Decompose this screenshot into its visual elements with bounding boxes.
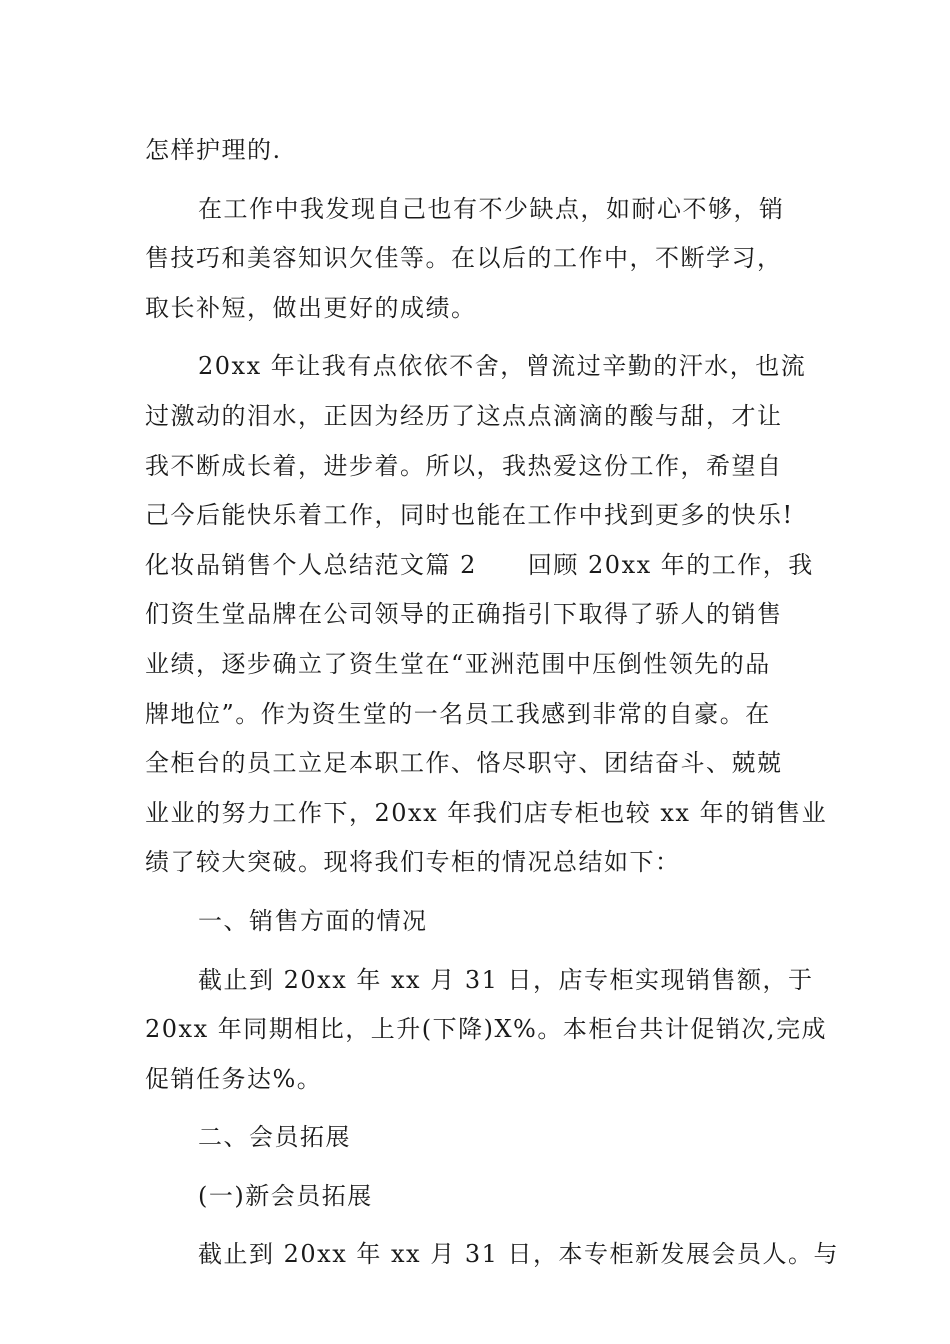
text-line: 20xx 年同期相比，上升(下降)X%。本柜台共计促销次,完成 bbox=[145, 1015, 827, 1044]
section-title-line: 化妆品销售个人总结范文篇 2 回顾 20xx 年的工作，我 bbox=[145, 550, 814, 579]
text-line: 我不断成长着，进步着。所以，我热爱这份工作，希望自 bbox=[145, 451, 783, 480]
text-line: 们资生堂品牌在公司领导的正确指引下取得了骄人的销售 bbox=[145, 600, 783, 629]
document-body bbox=[145, 126, 839, 1280]
text-line: 怎样护理的. bbox=[145, 136, 282, 164]
text-line: 取长补短，做出更好的成绩。 bbox=[145, 293, 477, 322]
text-line: 牌地位”。作为资生堂的一名员工我感到非常的自豪。在 bbox=[145, 699, 771, 728]
text-line: 己今后能快乐着工作，同时也能在工作中找到更多的快乐! bbox=[145, 501, 794, 530]
text-line: 业业的努力工作下，20xx 年我们店专柜也较 xx 年的销售业 bbox=[145, 798, 828, 827]
text-line: 业绩，逐步确立了资生堂在“亚洲范围中压倒性领先的品 bbox=[145, 649, 771, 678]
paragraph-start-line: 在工作中我发现自己也有不少缺点，如耐心不够，销 bbox=[198, 194, 785, 223]
subheading-new-members: (一)新会员拓展 bbox=[198, 1181, 373, 1210]
text-line: 售技巧和美容知识欠佳等。在以后的工作中，不断学习， bbox=[145, 244, 783, 273]
paragraph-start-line: 截止到 20xx 年 xx 月 31 日，店专柜实现销售额，于 bbox=[198, 965, 814, 994]
text-line: 促销任务达%。 bbox=[145, 1064, 323, 1093]
text-line: 过激动的泪水，正因为经历了这点点滴滴的酸与甜，才让 bbox=[145, 401, 783, 430]
paragraph-start-line: 截止到 20xx 年 xx 月 31 日，本专柜新发展会员人。与 bbox=[198, 1240, 839, 1269]
heading-members: 二、会员拓展 bbox=[198, 1123, 351, 1152]
text-line: 绩了较大突破。现将我们专柜的情况总结如下： bbox=[145, 848, 681, 877]
paragraph-start-line: 20xx 年让我有点依依不舍，曾流过辛勤的汗水，也流 bbox=[198, 352, 807, 381]
text-line: 全柜台的员工立足本职工作、恪尽职守、团结奋斗、兢兢 bbox=[145, 749, 783, 778]
heading-sales: 一、销售方面的情况 bbox=[198, 906, 428, 935]
